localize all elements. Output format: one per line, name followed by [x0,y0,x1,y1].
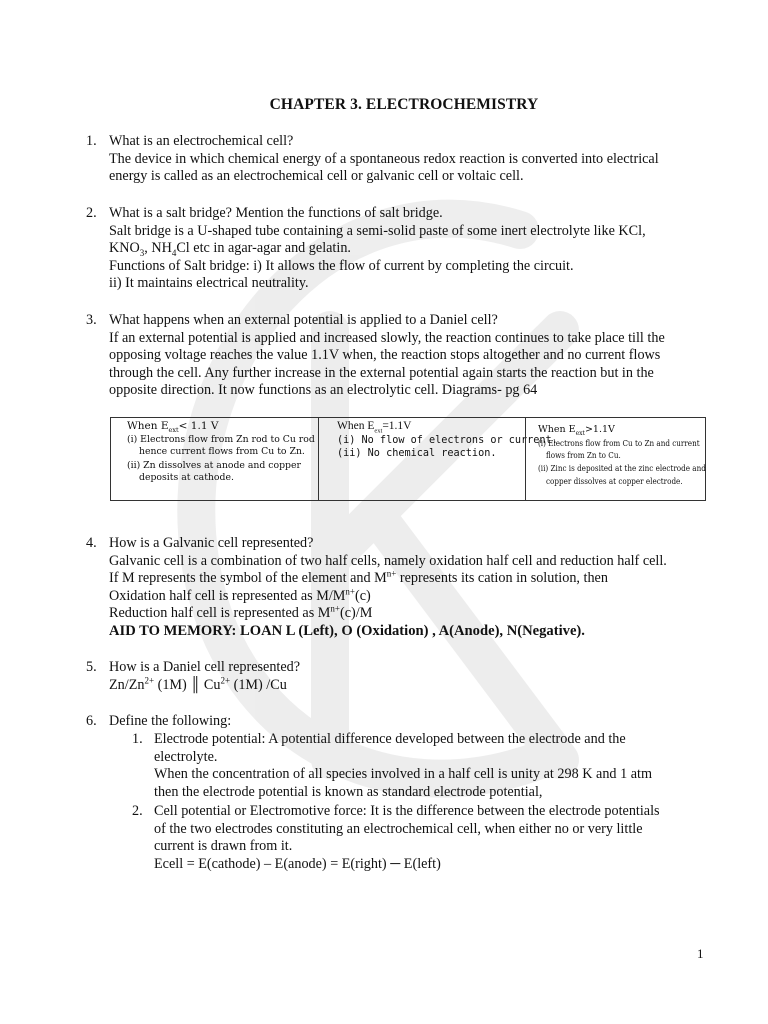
question-number: 3. [86,312,97,328]
question-text: What is a salt bridge? Mention the functions of salt bridge. [109,205,443,221]
question-text: How is a Daniel cell represented? [109,659,301,675]
cell-representation: $Zn/Zn^{2+}$ (1M) ║ $Cu^{2+}$ (1M) /Cu [109,674,287,693]
question-number: 4. [86,535,97,551]
functions-line: Functions of Salt bridge: i) It allows the flow of current by completing the circuit. [109,257,574,274]
cell-line: (i) No flow of electrons or current. [337,435,558,446]
answer-line: Galvanic cell is a combination of two half cells, namely oxidation half cell and reduction half cell. [109,552,667,569]
item-number: 2. [132,803,143,819]
item-number: 1. [132,731,143,747]
answer-line: opposite direction. It now functions as an electrolytic cell. Diagrams- pg 64 [109,382,538,399]
memory-aid: AID TO MEMORY: LOAN L (Left), O (Oxidation) , A(Anode), N(Negative). [109,622,585,639]
cell-line: flows from Zn to Cu. [546,450,621,460]
question-text: Define the following: [109,713,232,729]
cell-line: (ii) Zinc is deposited at the zinc electrode and [538,463,706,473]
answer-line: Salt bridge is a U-shaped tube containing a semi-solid paste of some inert electrolyte like KCl, [109,222,646,239]
definition-line: Electrode potential: A potential difference developed between the electrode and the [154,731,626,747]
cell-heading: When $E_{ext}=1.1V$ [337,420,412,435]
answer-line: through the cell. Any further increase in the external potential again starts the reaction but in the [109,364,654,381]
answer-line: If M represents the symbol of the element and $M^{n+}$ represents its cation in solution, then [109,568,608,587]
cell-line: hence current flows from Cu to Zn. [139,446,305,457]
definition-line: Cell potential or Electromotive force: It is the difference between the electrode potentials [154,803,660,819]
cell-line: (ii) No chemical reaction. [337,448,497,459]
cell-heading: When $E_{ext}>1.1V$ [538,424,615,437]
table-cell-less-than [111,418,318,500]
external-potential-table [110,417,706,501]
cell-heading: When $E_{ext}< 1.1$ V [127,420,219,435]
answer-line: energy is called as an electrochemical cell or galvanic cell or voltaic cell. [109,168,524,185]
definition-line: current is drawn from it. [154,838,293,855]
answer-line: opposing voltage reaches the value 1.1V when, the reaction stops altogether and no current flows [109,347,661,364]
cell-line: copper dissolves at copper electrode. [546,476,683,486]
question-number: 1. [86,133,97,149]
question-number: 5. [86,659,97,675]
cell-line: (i) Electrons flow from Zn rod to Cu rod [127,434,315,445]
chapter-title: CHAPTER 3. ELECTROCHEMISTRY [269,96,539,113]
answer-line: If an external potential is applied and increased slowly, the reaction continues to take place till the [109,329,665,346]
ecell-formula: Ecell = E(cathode) – E(anode) = E(right) ─ E(left) [154,855,441,872]
question-text: How is a Galvanic cell represented? [109,535,314,551]
definition-line: of the two electrodes constituting an electrochemical cell, when either no or very little [154,820,643,837]
answer-line: The device in which chemical energy of a spontaneous redox reaction is converted into electrical [109,150,659,167]
question-text: What is an electrochemical cell? [109,133,294,149]
question-number: 6. [86,713,97,729]
question-text: What happens when an external potential is applied to a Daniel cell? [109,312,498,328]
functions-line: ii) It maintains electrical neutrality. [109,275,309,292]
cell-line: (ii) Zn dissolves at anode and copper [127,460,301,471]
definition-line: When the concentration of all species involved in a half cell is unity at 298 K and 1 atm [154,766,652,783]
answer-line: $KNO_3$, $NH_4Cl$ etc in agar-agar and gelatin. [109,240,351,259]
cell-line: deposits at cathode. [139,472,234,483]
answer-line: Oxidation half cell is represented as $M/M^{n+}(c)$ [109,586,371,604]
page-number: 1 [697,946,704,961]
table-cell-equal [318,418,558,500]
question-number: 2. [86,205,97,221]
cell-line: (i) Electrons flow from Cu to Zn and current [538,438,700,448]
definition-line: then the electrode potential is known as standard electrode potential, [154,783,543,800]
definition-line: electrolyte. [154,748,218,765]
table-cell-greater-than [525,418,705,500]
answer-line: Reduction half cell is represented as $M^{n+}(c)/M$ [109,603,373,622]
